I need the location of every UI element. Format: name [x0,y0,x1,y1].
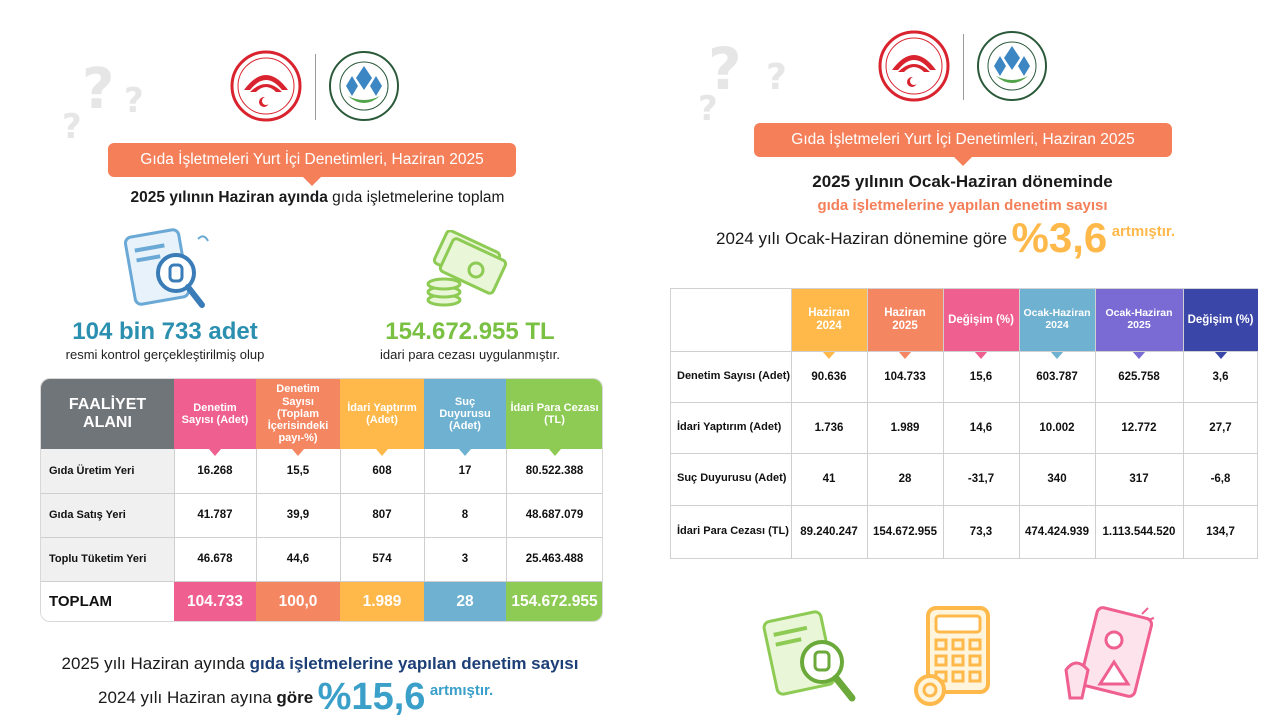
inspection-document-icon [120,225,216,317]
table-cell: 90.636 [811,370,847,383]
table-header-1: Haziran 2025 [867,289,943,351]
table-cell: 41.787 [197,509,233,521]
table-cell: 39,9 [286,509,310,521]
table-header-1: Denetim Sayısı (Adet) [174,379,256,449]
intro-bold: 2025 yılının Haziran ayında [130,189,328,206]
table-cell: 608 [372,465,392,477]
total-cell: 28 [424,581,506,622]
footer-bold-1: gıda işletmelerine yapılan denetim sayısı [249,654,579,673]
table-header-0: Haziran 2024 [791,289,867,351]
table-cell: -6,8 [1210,473,1231,485]
header-pointer [549,449,561,456]
table-cell: 807 [372,509,392,521]
table-cell: 15,6 [969,370,993,383]
grid-line [256,449,257,581]
fine-amount: 154.672.955 TL [385,318,555,345]
footer-plain-1: 2025 yılı Haziran ayında [61,654,245,673]
grid-line [1019,289,1020,559]
grid-line [1095,289,1096,559]
question-marks-icon: ? ? ? [698,35,787,129]
table-cell: 10.002 [1039,421,1075,434]
inspection-count: 104 bin 733 adet [72,318,258,345]
grid-line [41,581,603,582]
grid-line [41,537,603,538]
summary-line-3 [716,214,1175,264]
table-cell: 574 [372,553,392,565]
summary-line-1: 2025 yılının Ocak-Haziran döneminde [812,172,1113,191]
grid-line [506,449,507,581]
total-cell: 154.672.955 [506,581,603,622]
calculator-icon [908,604,1008,708]
title-banner: Gıda İşletmeleri Yurt İçi Denetimleri, Haziran 2025 [754,123,1172,157]
food-control-logo-icon [976,30,1048,102]
summary-line-2: gıda işletmelerine yapılan denetim sayısı [817,197,1108,214]
table-header-4: Suç Duyurusu (Adet) [424,379,506,449]
fine-caption: idari para cezası uygulanmıştır. [380,347,560,362]
table-cell: 25.463.488 [525,553,584,565]
table-cell: 15,5 [286,465,310,477]
table-cell: 89.240.247 [800,526,858,538]
table-cell: 8 [461,509,469,521]
grid-line [671,402,1258,403]
total-label: TOPLAM [41,581,174,622]
table-header-2: Denetim Sayısı (Toplam İçerisindeki payı-%) [256,379,340,449]
total-cell: 1.989 [340,581,424,622]
table-cell: 474.424.939 [1025,526,1089,538]
row-label: Denetim Sayısı (Adet) [677,369,791,382]
summary-plain: 2024 yılı Ocak-Haziran dönemine göre [716,229,1008,248]
summary-percent: %3,6 [1011,214,1108,261]
table-cell: 73,3 [969,526,993,538]
table-cell: 80.522.388 [525,465,584,477]
grid-line [41,493,603,494]
inspection-document-icon [762,604,862,708]
money-stack-icon [420,230,516,316]
inspection-caption: resmi kontrol gerçekleştirilmiş olup [65,347,265,362]
table-cell: 317 [1129,473,1149,485]
header-pointer [209,449,221,456]
row-label: İdari Para Cezası (TL) [677,525,789,538]
row-label: Gıda Satış Yeri [41,493,174,537]
table-cell: 46.678 [197,553,233,565]
table-cell: 17 [458,465,472,477]
total-cell: 104.733 [174,581,256,622]
ministry-logo-icon [230,50,302,122]
food-control-logo-icon [328,50,400,122]
grid-line [671,505,1258,506]
footer-percent: %15,6 [317,676,426,718]
grid-line [943,289,944,559]
table-header-3: Ocak-Haziran 2024 [1019,289,1095,351]
intro-text [0,189,635,207]
grid-line [174,449,175,581]
table-header-3: İdari Yaptırım (Adet) [340,379,424,449]
grid-line [867,289,868,559]
table-cell: -31,7 [967,473,995,485]
table-cell: 28 [898,473,912,485]
row-label: Suç Duyurusu (Adet) [677,472,787,485]
intro-rest: gıda işletmelerine toplam [332,189,505,206]
table-cell: 48.687.079 [525,509,584,521]
logo-divider [315,54,316,120]
table-cell: 134,7 [1206,526,1235,538]
legal-document-icon [1058,604,1158,708]
header-pointer [459,449,471,456]
footer-plain-2: 2024 yılı Haziran ayına [98,688,272,707]
row-label: Toplu Tüketim Yeri [41,537,174,581]
total-cell: 100,0 [256,581,340,622]
table-cell: 603.787 [1036,370,1078,383]
table-header-0: FAALİYET ALANI [41,379,174,449]
table-cell: 16.268 [197,465,233,477]
grid-line [791,289,792,559]
table-header-5: İdari Para Cezası (TL) [506,379,603,449]
logo-divider [963,34,964,100]
table-cell: 44,6 [286,553,310,565]
table-header-2: Değişim (%) [943,289,1019,351]
row-label: Gıda Üretim Yeri [41,449,174,493]
grid-line [671,453,1258,454]
footer-line-2 [98,676,493,716]
table-cell: 625.758 [1118,370,1160,383]
table-cell: 1.113.544.520 [1102,526,1176,538]
header-pointer [376,449,388,456]
table-cell: 3,6 [1212,370,1229,383]
grid-line [424,449,425,581]
grid-line [340,449,341,581]
table-cell: 1.736 [814,421,844,434]
footer-bold-2: göre [276,688,314,707]
table-header-5: Değişim (%) [1183,289,1258,351]
footer-suffix: artmıştır. [429,682,494,699]
grid-line [1183,289,1184,559]
table-cell: 41 [822,473,836,485]
row-label: İdari Yaptırım (Adet) [677,420,782,433]
comparison-table [670,288,1258,559]
table-cell: 1.989 [890,421,920,434]
activity-table [40,378,603,622]
summary-suffix: artmıştır. [1111,223,1176,240]
table-cell: 14,6 [969,421,993,434]
title-banner: Gıda İşletmeleri Yurt İçi Denetimleri, Haziran 2025 [108,143,516,177]
table-header-4: Ocak-Haziran 2025 [1095,289,1183,351]
table-cell: 27,7 [1209,421,1232,434]
question-marks-icon: ? ? ? [62,57,144,147]
table-cell: 340 [1047,473,1067,485]
table-cell: 3 [461,553,469,565]
footer-line-1 [0,654,640,674]
table-cell: 104.733 [884,370,926,383]
grid-line [671,351,1258,352]
table-cell: 154.672.955 [873,526,937,538]
header-pointer [292,449,304,456]
ministry-logo-icon [878,30,950,102]
table-cell: 12.772 [1121,421,1157,434]
